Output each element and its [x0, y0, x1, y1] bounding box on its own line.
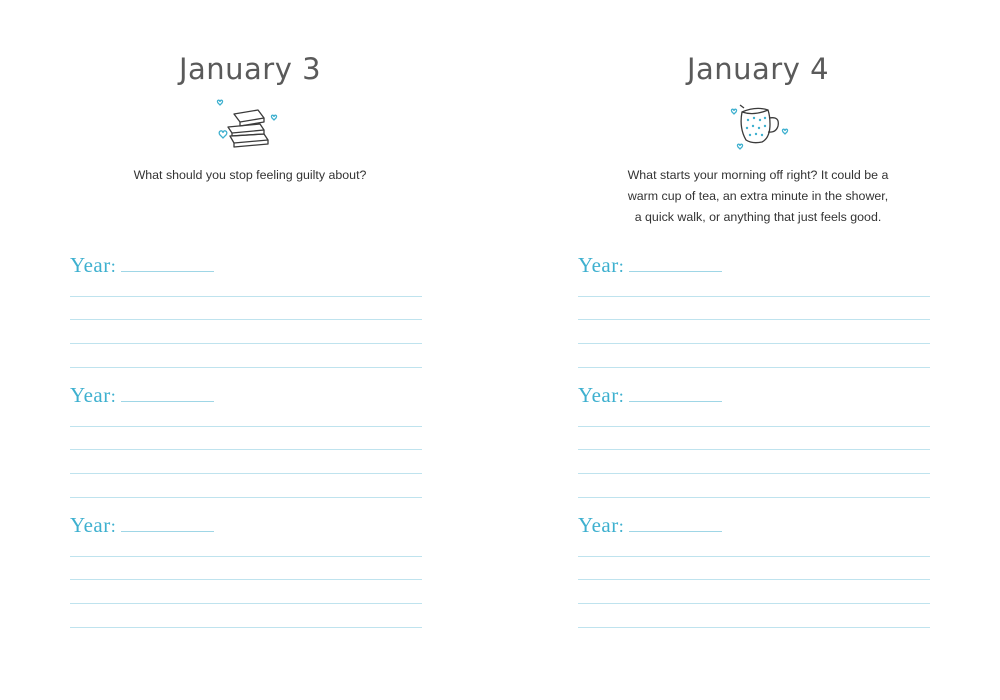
prompt-line: a quick walk, or anything that just feels good.	[634, 210, 882, 224]
writing-line[interactable]	[578, 319, 930, 320]
writing-line[interactable]	[578, 449, 930, 450]
writing-line[interactable]	[70, 367, 422, 368]
journal-prompt: What should you stop feeling guilty about?	[133, 168, 367, 182]
year-input-line[interactable]	[121, 271, 214, 272]
page-title: January 4	[686, 52, 830, 86]
writing-line[interactable]	[578, 497, 930, 498]
year-entry	[70, 383, 422, 413]
right-page	[508, 0, 1000, 700]
prompt-line: warm cup of tea, an extra minute in the shower,	[627, 189, 889, 203]
writing-line[interactable]	[578, 473, 930, 474]
year-input-line[interactable]	[629, 271, 722, 272]
writing-line[interactable]	[70, 579, 422, 580]
year-label: Year:	[578, 253, 625, 277]
writing-line[interactable]	[70, 319, 422, 320]
year-entry	[578, 513, 930, 543]
year-entry	[70, 253, 422, 283]
writing-line[interactable]	[578, 296, 930, 297]
writing-line[interactable]	[578, 343, 930, 344]
year-label: Year:	[70, 383, 117, 407]
writing-line[interactable]	[578, 579, 930, 580]
year-input-line[interactable]	[629, 531, 722, 532]
writing-line[interactable]	[578, 367, 930, 368]
year-input-line[interactable]	[629, 401, 722, 402]
writing-line[interactable]	[70, 556, 422, 557]
year-input-line[interactable]	[121, 401, 214, 402]
writing-line[interactable]	[70, 627, 422, 628]
journal-prompt	[578, 165, 938, 228]
year-input-line[interactable]	[121, 531, 214, 532]
writing-line[interactable]	[578, 426, 930, 427]
writing-line[interactable]	[578, 627, 930, 628]
year-label: Year:	[70, 253, 117, 277]
year-label: Year:	[578, 383, 625, 407]
writing-line[interactable]	[70, 343, 422, 344]
year-entry	[578, 253, 930, 283]
year-label: Year:	[70, 513, 117, 537]
prompt-line: What starts your morning off right? It could be a	[627, 168, 889, 182]
writing-line[interactable]	[70, 296, 422, 297]
writing-line[interactable]	[70, 426, 422, 427]
writing-line[interactable]	[70, 603, 422, 604]
year-label: Year:	[578, 513, 625, 537]
polka-dot-mug-icon	[708, 98, 808, 153]
year-entry	[578, 383, 930, 413]
year-entry	[70, 513, 422, 543]
writing-line[interactable]	[70, 497, 422, 498]
writing-line[interactable]	[578, 556, 930, 557]
page-title: January 3	[178, 52, 322, 86]
writing-line[interactable]	[70, 449, 422, 450]
stack-of-books-icon	[200, 98, 300, 153]
writing-line[interactable]	[70, 473, 422, 474]
writing-line[interactable]	[578, 603, 930, 604]
